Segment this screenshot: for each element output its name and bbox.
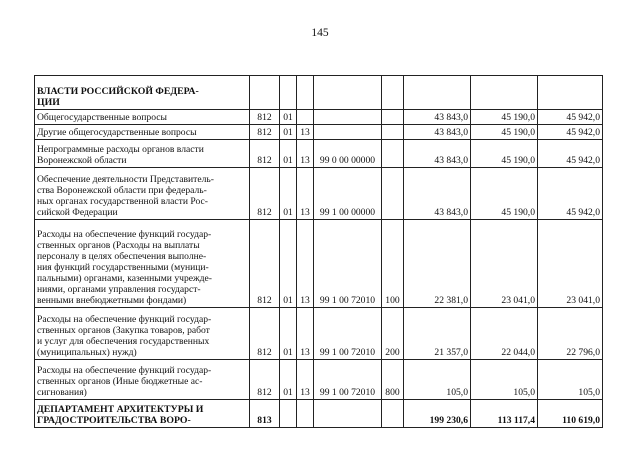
cell-grbs: 812 [250,110,280,125]
cell-amount-year3: 45 942,0 [538,168,603,220]
row-name: Расходы на обеспечение функций государ- ственных органов (Расходы на выплаты персоналу в целях обеспечения выполне- ния функций государственными (муници- пальными) органами, казенными учрежде- ниями, органами управления государст- венными внебюджетными фондами) [35,220,250,308]
cell-subsection: 13 [297,220,314,308]
cell-target-article: 99 1 00 72010 [314,220,382,308]
cell-amount-year3: 22 796,0 [538,308,603,360]
cell-amount-year3: 105,0 [538,360,603,400]
cell-expense-type [382,110,404,125]
cell-target-article [314,125,382,140]
table-row [35,125,603,140]
cell-grbs [250,76,280,110]
cell-amount-year3 [538,76,603,110]
table-row [35,360,603,400]
cell-section: 01 [280,220,297,308]
table-row [35,400,603,428]
cell-amount-year2: 113 117,4 [471,400,538,428]
cell-section: 01 [280,110,297,125]
cell-expense-type [382,140,404,168]
cell-amount-year2: 22 044,0 [471,308,538,360]
table-row [35,110,603,125]
cell-amount-year1: 21 357,0 [404,308,471,360]
cell-amount-year1: 105,0 [404,360,471,400]
cell-amount-year3: 45 942,0 [538,125,603,140]
cell-amount-year1: 43 843,0 [404,168,471,220]
cell-target-article: 99 1 00 72010 [314,308,382,360]
cell-amount-year2: 45 190,0 [471,140,538,168]
table-row [35,140,603,168]
cell-expense-type: 200 [382,308,404,360]
cell-expense-type: 100 [382,220,404,308]
cell-subsection: 13 [297,168,314,220]
cell-section [280,76,297,110]
cell-section: 01 [280,125,297,140]
cell-subsection: 13 [297,308,314,360]
row-name: Расходы на обеспечение функций государ- ственных органов (Иные бюджетные ас- сигнования) [35,360,250,400]
cell-amount-year2: 45 190,0 [471,125,538,140]
cell-subsection [297,400,314,428]
cell-target-article: 99 0 00 00000 [314,140,382,168]
row-name: Непрограммные расходы органов власти Воронежской области [35,140,250,168]
cell-subsection: 13 [297,140,314,168]
table-row [35,168,603,220]
cell-expense-type [382,400,404,428]
cell-target-article: 99 1 00 00000 [314,168,382,220]
cell-grbs: 813 [250,400,280,428]
cell-grbs: 812 [250,360,280,400]
cell-section: 01 [280,168,297,220]
cell-target-article [314,110,382,125]
row-name: Другие общегосударственные вопросы [35,125,250,140]
cell-amount-year3: 23 041,0 [538,220,603,308]
cell-subsection [297,76,314,110]
cell-amount-year1 [404,76,471,110]
table-row [35,220,603,308]
cell-amount-year1: 22 381,0 [404,220,471,308]
cell-subsection: 13 [297,360,314,400]
row-name: ДЕПАРТАМЕНТ АРХИТЕКТУРЫ И ГРАДОСТРОИТЕЛЬСТВА ВОРО- [35,400,250,428]
row-name: Общегосударственные вопросы [35,110,250,125]
table-row [35,308,603,360]
cell-section: 01 [280,360,297,400]
cell-amount-year3: 45 942,0 [538,110,603,125]
cell-subsection [297,110,314,125]
cell-grbs: 812 [250,125,280,140]
row-name: Расходы на обеспечение функций государ- ственных органов (Закупка товаров, работ и услуг для обеспечения государственных (муниципальных) нужд) [35,308,250,360]
cell-amount-year1: 43 843,0 [404,140,471,168]
cell-expense-type: 800 [382,360,404,400]
cell-expense-type [382,168,404,220]
cell-amount-year2: 105,0 [471,360,538,400]
page-number: 145 [311,27,329,39]
budget-table [34,75,603,428]
cell-amount-year1: 199 230,6 [404,400,471,428]
table-row [35,76,603,110]
cell-grbs: 812 [250,140,280,168]
cell-amount-year2: 23 041,0 [471,220,538,308]
cell-section: 01 [280,308,297,360]
cell-amount-year3: 45 942,0 [538,140,603,168]
cell-section [280,400,297,428]
cell-grbs: 812 [250,168,280,220]
cell-amount-year3: 110 619,0 [538,400,603,428]
cell-amount-year1: 43 843,0 [404,110,471,125]
cell-grbs: 812 [250,220,280,308]
cell-amount-year2: 45 190,0 [471,168,538,220]
cell-amount-year2: 45 190,0 [471,110,538,125]
cell-target-article [314,400,382,428]
cell-target-article [314,76,382,110]
row-name: ВЛАСТИ РОССИЙСКОЙ ФЕДЕРА- ЦИИ [35,76,250,110]
cell-amount-year2 [471,76,538,110]
cell-grbs: 812 [250,308,280,360]
cell-expense-type [382,76,404,110]
cell-amount-year1: 43 843,0 [404,125,471,140]
cell-expense-type [382,125,404,140]
cell-section: 01 [280,140,297,168]
cell-target-article: 99 1 00 72010 [314,360,382,400]
row-name: Обеспечение деятельности Представитель- ства Воронежской области при федераль- ных органах государственной власти Рос- сийской Федерации [35,168,250,220]
cell-subsection: 13 [297,125,314,140]
